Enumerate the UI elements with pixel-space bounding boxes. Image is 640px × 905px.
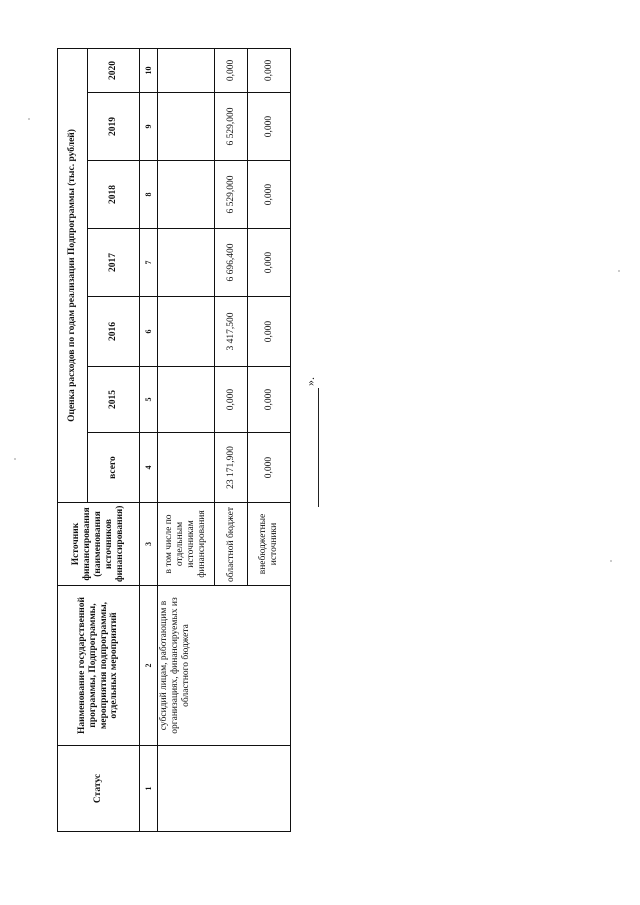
value-cell: 0,000 [215, 48, 248, 92]
value-cell [158, 229, 215, 297]
column-number: 5 [140, 367, 158, 433]
column-number: 10 [140, 48, 158, 92]
value-cell [158, 93, 215, 161]
column-number: 7 [140, 229, 158, 297]
value-cell: 0,000 [248, 161, 291, 229]
value-cell: 0,000 [248, 48, 291, 92]
total-cell: 23 171,900 [215, 433, 248, 503]
value-cell: 0,000 [248, 229, 291, 297]
header-year: 2015 [88, 367, 140, 433]
budget-table [57, 48, 291, 832]
header-name: Наименование государственной программы, Подпрограммы, мероприятия подпрограммы, отдельных мероприятий [58, 586, 140, 746]
column-number: 4 [140, 433, 158, 503]
column-number: 9 [140, 93, 158, 161]
header-year: 2020 [88, 48, 140, 92]
value-cell: 0,000 [248, 297, 291, 367]
measure-name-cell: субсидий лицам, работающим в организациях, финансируемых из областного бюджета [158, 586, 291, 746]
total-cell: 0,000 [248, 433, 291, 503]
column-number: 3 [140, 503, 158, 586]
value-cell [158, 297, 215, 367]
scan-speck [610, 560, 612, 562]
table-row [158, 48, 215, 831]
header-year: 2019 [88, 93, 140, 161]
scan-speck [14, 458, 16, 460]
header-source: Источник финансирования (наименования источников финансирования) [58, 503, 140, 586]
header-status: Статус [58, 746, 140, 832]
column-number: 1 [140, 746, 158, 832]
value-cell [158, 161, 215, 229]
value-cell: 6 529,000 [215, 161, 248, 229]
column-number: 6 [140, 297, 158, 367]
value-cell: 3 417,500 [215, 297, 248, 367]
column-number-row [140, 48, 158, 831]
column-number: 8 [140, 161, 158, 229]
column-number: 2 [140, 586, 158, 746]
scan-speck [28, 118, 30, 120]
header-year: 2018 [88, 161, 140, 229]
header-year: 2016 [88, 297, 140, 367]
header-total: всего [88, 433, 140, 503]
source-cell: областной бюджет [215, 503, 248, 586]
value-cell: 0,000 [215, 367, 248, 433]
source-cell: в том числе по отдельным источникам финансирования [158, 503, 215, 586]
value-cell: 0,000 [248, 93, 291, 161]
value-cell [158, 48, 215, 92]
value-cell: 6 529,000 [215, 93, 248, 161]
value-cell: 0,000 [248, 367, 291, 433]
total-cell [158, 433, 215, 503]
status-cell [158, 746, 291, 832]
closing-quote: ». [303, 377, 317, 386]
value-cell: 6 696,400 [215, 229, 248, 297]
signature-line [318, 388, 319, 507]
header-year: 2017 [88, 229, 140, 297]
rotated-page [57, 49, 290, 832]
scan-speck [618, 270, 620, 272]
source-cell: внебюджетные источники [248, 503, 291, 586]
value-cell [158, 367, 215, 433]
header-estimate: Оценка расходов по годам реализации Подпрограммы (тыс. рублей) [58, 48, 88, 502]
header-row-top [58, 48, 88, 831]
